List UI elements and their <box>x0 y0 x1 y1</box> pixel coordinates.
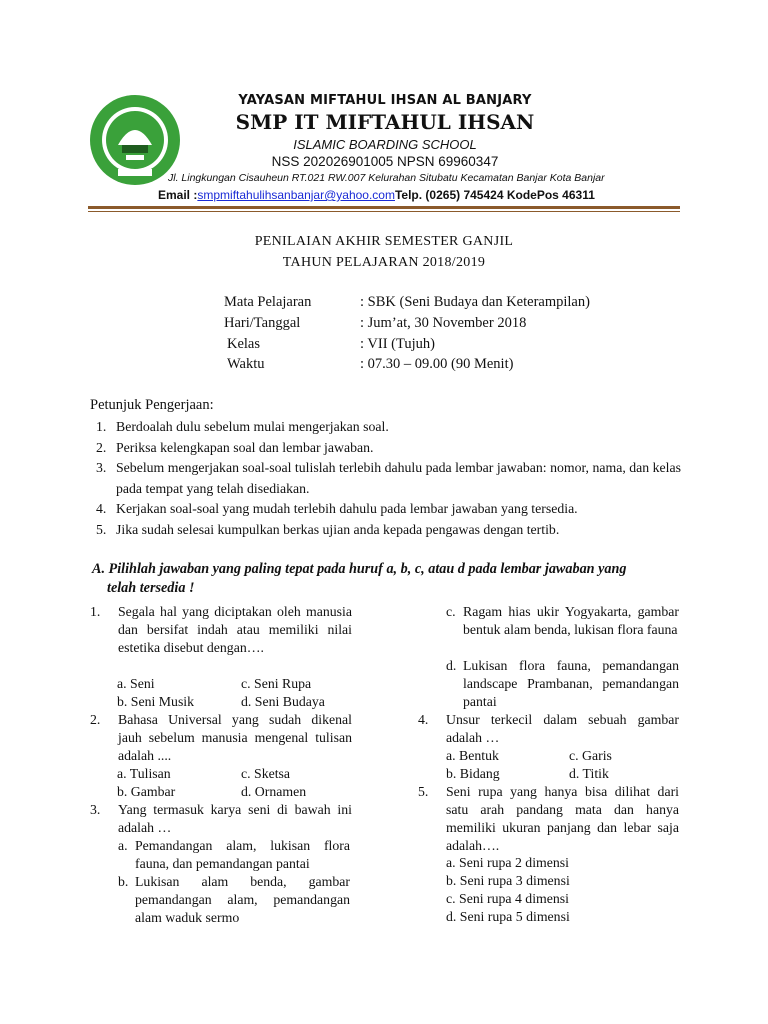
instructions-heading: Petunjuk Pengerjaan: <box>90 397 214 413</box>
list-item: 4. Kerjakan soal-soal yang mudah terlebih dahulu pada lembar jawaban yang tersedia. <box>96 501 578 516</box>
foundation-name: YAYASAN MIFTAHUL IHSAN AL BANJARY <box>238 93 532 108</box>
q1-option-a[interactable]: a. Seni <box>117 676 155 691</box>
q1-option-b[interactable]: b. Seni Musik <box>117 694 195 709</box>
info-label-date: Hari/Tanggal <box>224 315 301 331</box>
question-1: 1. Segala hal yang diciptakan oleh manusia dan bersifat indah atau memiliki nilai estetika disebut dengan…. <box>90 604 352 655</box>
question-4: 4. Unsur terkecil dalam sebuah gambar adalah … <box>418 712 679 745</box>
q4-option-b[interactable]: b. Bidang <box>446 766 500 781</box>
school-address: Jl. Lingkungan Cisauheun RT.021 RW.007 Kelurahan Situbatu Kecamatan Banjar Kota Banjar <box>168 172 605 184</box>
info-label-class: Kelas <box>227 336 261 352</box>
question-5: 5. Seni rupa yang hanya bisa dilihat dari satu arah pandang mata dan hanya memiliki ukuran panjang dan lebar saja adalah…. <box>418 784 679 853</box>
list-item: 1. Berdoalah dulu sebelum mulai mengerjakan soal. <box>96 419 389 434</box>
q1-option-d[interactable]: d. Seni Budaya <box>241 694 325 709</box>
q5-option-a[interactable]: a. Seni rupa 2 dimensi <box>446 855 569 870</box>
info-value-date: : Jum’at, 30 November 2018 <box>360 315 527 331</box>
email-link[interactable]: smpmiftahulihsanbanjar@yahoo.com <box>197 188 395 202</box>
phone-postal: Telp. (0265) 745424 KodePos 46311 <box>394 188 595 202</box>
info-label-time: Waktu <box>227 356 265 372</box>
q1-option-c[interactable]: c. Seni Rupa <box>241 676 312 691</box>
q5-option-c[interactable]: c. Seni rupa 4 dimensi <box>446 891 569 906</box>
info-value-subject: : SBK (Seni Budaya dan Keterampilan) <box>360 294 590 310</box>
question-2: 2. Bahasa Universal yang sudah dikenal jauh sebelum manusia mengenal tulisan adalah .... <box>90 712 352 763</box>
school-nss-npsn: NSS 202026901005 NPSN 69960347 <box>271 154 499 169</box>
exam-title: PENILAIAN AKHIR SEMESTER GANJIL <box>254 234 514 249</box>
list-item: 2. Periksa kelengkapan soal dan lembar jawaban. <box>96 439 374 455</box>
q2-option-c[interactable]: c. Sketsa <box>241 766 291 781</box>
q4-option-d[interactable]: d. Titik <box>569 766 609 781</box>
q4-option-a[interactable]: a. Bentuk <box>446 748 499 763</box>
info-label-subject: Mata Pelajaran <box>224 294 312 310</box>
q3-option-b[interactable]: b. Lukisan alam benda, gambar pemandangan alam, pemandangan alam waduk sermo <box>118 874 350 925</box>
exam-year: TAHUN PELAJARAN 2018/2019 <box>282 255 486 270</box>
q2-option-d[interactable]: d. Ornamen <box>241 784 307 799</box>
q2-option-a[interactable]: a. Tulisan <box>117 766 171 781</box>
list-item: 3. Sebelum mengerjakan soal-soal tulislah terlebih dahulu pada lembar jawaban: nomor, nama, dan kelas pada tempat yang telah disediakan. <box>96 460 681 496</box>
q5-option-d[interactable]: d. Seni rupa 5 dimensi <box>446 909 570 924</box>
info-value-class: : VII (Tujuh) <box>360 336 435 352</box>
q3-option-c[interactable]: c. Ragam hias ukir Yogyakarta, gambar bentuk alam benda, lukisan flora fauna <box>446 604 679 637</box>
q2-option-b[interactable]: b. Gambar <box>117 784 176 799</box>
info-value-time: : 07.30 – 09.00 (90 Menit) <box>360 356 514 372</box>
school-subtitle: ISLAMIC BOARDING SCHOOL <box>293 137 477 152</box>
q3-option-a[interactable]: a. Pemandangan alam, lukisan flora fauna, dan pemandangan pantai <box>118 838 350 871</box>
question-3: 3. Yang termasuk karya seni di bawah ini adalah … <box>90 802 352 835</box>
q3-option-d[interactable]: d. Lukisan flora fauna, pemandangan landscape Prambanan, pemandangan pantai <box>446 658 679 709</box>
list-item: 5. Jika sudah selesai kumpulkan berkas ujian anda kepada pengawas dengan tertib. <box>96 521 560 537</box>
q5-option-b[interactable]: b. Seni rupa 3 dimensi <box>446 873 570 888</box>
email-label: Email : <box>158 188 198 202</box>
school-name: SMP IT MIFTAHUL IHSAN <box>235 110 535 134</box>
part-a-heading: A. Pilihlah jawaban yang paling tepat pada huruf a, b, c, atau d pada lembar jawaban yang telah tersedia ! <box>92 561 627 596</box>
q4-option-c[interactable]: c. Garis <box>569 748 612 763</box>
